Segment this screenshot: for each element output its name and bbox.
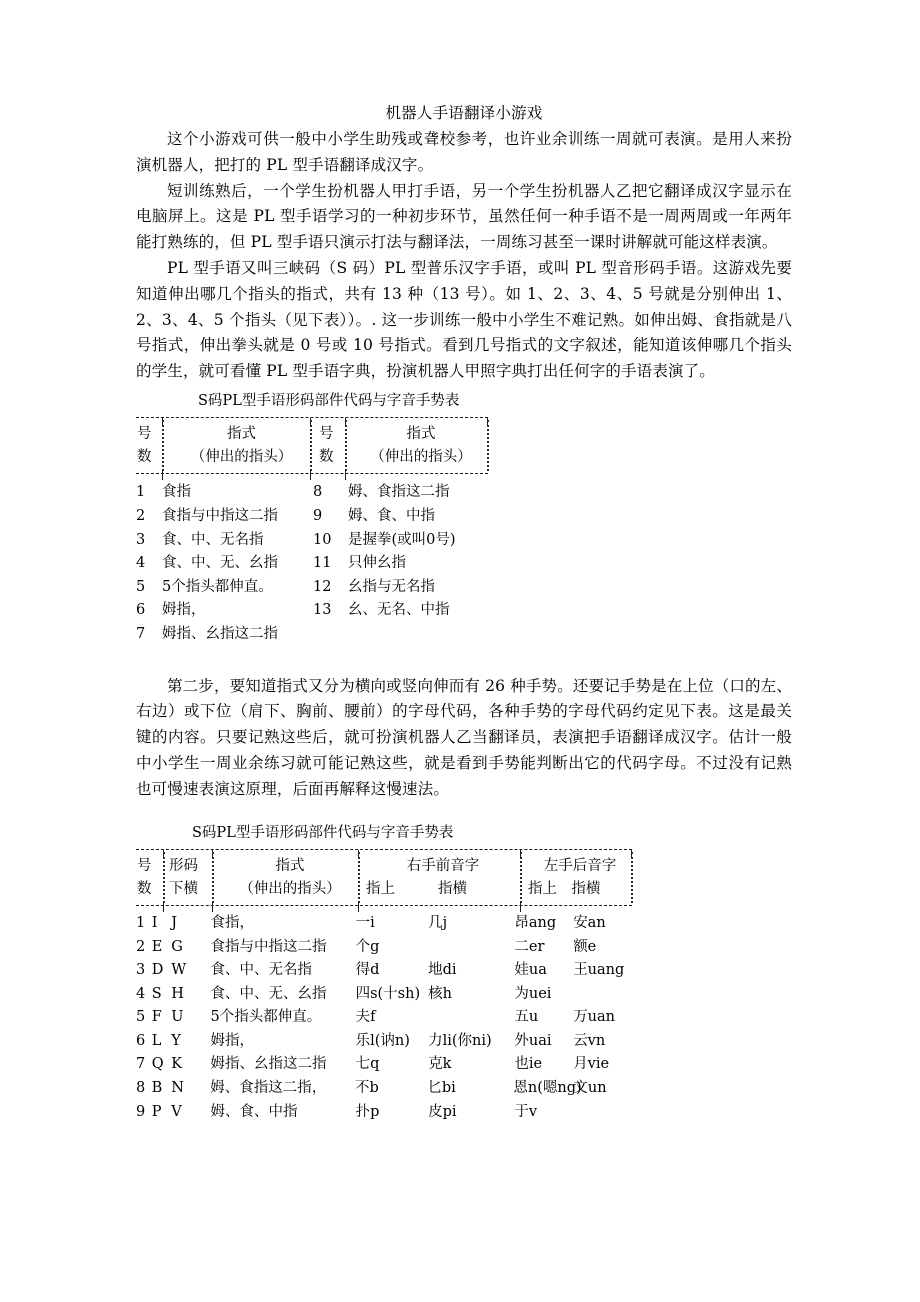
cell-desc-2: 只伸幺指 [348, 555, 406, 572]
cell-form-2: W [171, 962, 187, 979]
table-2-header-line-1 [136, 855, 632, 878]
header-left-sub [520, 878, 632, 901]
header-left-sub-1: 指上 [528, 880, 557, 897]
cell-desc-2: 幺、无名、中指 [348, 602, 450, 619]
cell-left-1: 为uei [514, 985, 552, 1002]
table-1-header [136, 418, 488, 473]
header-shi-sub: （伸出的指头） [190, 449, 293, 466]
cell-num: 6 [136, 1032, 146, 1049]
cell-form-1: F [151, 1009, 162, 1026]
cell-right-2: 皮pi [428, 1103, 457, 1120]
table-row [136, 1101, 632, 1125]
cell-num-2: 12 [313, 578, 332, 595]
cell-num-2: 9 [313, 507, 323, 524]
table-row [136, 599, 488, 623]
header-left-hand: 左手后音字 [543, 857, 617, 874]
table-row [136, 505, 488, 529]
paragraph-1: 这个小游戏可供一般中小学生助残或聋校参考，也许业余训练一周就可表演。是用人来扮演机器人，把打的 PL 型手语翻译成汉字。 [136, 130, 792, 174]
cell-right-1: 七q [355, 1056, 380, 1073]
paragraph-2: 短训练熟后，一个学生扮机器人甲打手语，另一个学生扮机器人乙把它翻译成汉字显示在电脑屏上。这是 PL 型手语学习的一种初步环节，虽然任何一种手语不是一周两周或一年两年能打熟练的，但 PL 型手语只演示打法与翻译法，一周练习甚至一课时讲解就可能这样表演。 [136, 181, 792, 252]
cell-shi: 姆指， [210, 1032, 254, 1049]
cell-form-1: B [151, 1080, 163, 1097]
cell-num: 1 [136, 484, 146, 501]
cell-desc-2: 姆、食、中指 [348, 507, 435, 524]
cell-right-2 [428, 1006, 514, 1030]
table-1-block [136, 389, 792, 647]
header-form: 形码 [169, 857, 198, 874]
cell-right-1: 四s(十sh) [355, 985, 421, 1002]
cell-left-1: 外uai [514, 1032, 552, 1049]
header-left-sub-2: 指横 [571, 880, 601, 897]
cell-right-1: 扑p [355, 1103, 380, 1120]
table-2 [136, 849, 632, 1125]
table-row [136, 912, 632, 936]
column-separator [310, 420, 312, 471]
cell-num: 6 [136, 602, 146, 619]
cell-form-2: K [171, 1056, 183, 1073]
cell-form-2: N [171, 1080, 184, 1097]
cell-right-2 [428, 936, 514, 960]
table-1-header-line-2 [136, 446, 488, 469]
header-right-sub-2: 指横 [438, 880, 467, 897]
cell-left-1: 恩n(嗯ng) [513, 1080, 582, 1097]
header-left-sub-row [528, 878, 632, 901]
cell-desc: 姆指、幺指这二指 [162, 625, 278, 642]
cell-num: 4 [136, 985, 146, 1002]
column-separator [487, 420, 489, 471]
cell-num: 1 [136, 914, 146, 931]
header-shi-2: 指式 [406, 425, 436, 442]
cell-shi: 姆指、幺指这二指 [210, 1056, 327, 1073]
cell-num: 3 [136, 962, 146, 979]
cell-right-1: 不b [354, 1080, 379, 1097]
cell-num: 5 [136, 578, 146, 595]
cell-num: 2 [136, 938, 146, 955]
header-num: 号 [137, 857, 152, 874]
column-separator [520, 852, 522, 903]
cell-form-1: S [151, 985, 162, 1002]
cell-desc-2: 是握拳(或叫0号) [348, 531, 456, 548]
cell-left-2: 王uang [573, 962, 625, 979]
rule-tick [345, 469, 346, 480]
table-1-header-line-1 [136, 423, 488, 446]
cell-left-2 [573, 1101, 632, 1125]
cell-num: 2 [136, 507, 146, 524]
cell-right-2: 地di [428, 962, 457, 979]
column-separator [212, 852, 214, 903]
cell-form-2: H [171, 985, 184, 1002]
cell-desc: 食、中、无名指 [162, 531, 264, 548]
cell-num-2: 11 [313, 555, 332, 572]
header-num-2: 号 [319, 425, 334, 442]
cell-num: 7 [136, 1056, 146, 1073]
table-row [136, 1006, 632, 1030]
cell-right-2: 力li(你ni) [428, 1032, 492, 1049]
table-row [136, 983, 632, 1007]
cell-shi: 5个指头都伸直。 [210, 1009, 322, 1026]
table-1-mid-rule [136, 473, 488, 474]
header-right-sub [358, 878, 520, 901]
cell-right-2: 匕bi [427, 1080, 456, 1097]
header-right-hand: 右手前音字 [406, 857, 480, 874]
cell-shi: 食、中、无、幺指 [210, 985, 327, 1002]
cell-num: 3 [136, 531, 146, 548]
cell-form-2: G [171, 938, 183, 955]
column-separator [345, 420, 347, 471]
table-2-header-line-2 [136, 878, 632, 901]
cell-shi: 姆、食指这二指， [210, 1080, 327, 1097]
cell-right-2: 克k [428, 1056, 452, 1073]
cell-form-2: U [171, 1009, 184, 1026]
cell-right-2: 几j [428, 914, 448, 931]
cell-left-2: 万uan [573, 1009, 616, 1026]
rule-tick [310, 469, 311, 480]
cell-form-1: L [151, 1032, 162, 1049]
header-shi-sub: （伸出的指头） [239, 880, 341, 897]
table-row [136, 529, 488, 553]
header-num: 号 [137, 425, 152, 442]
cell-form-2: J [171, 914, 178, 931]
header-right-sub-row [366, 878, 520, 901]
cell-left-1: 于v [514, 1103, 538, 1120]
cell-shi: 姆、食、中指 [210, 1103, 298, 1120]
rule-tick [212, 901, 213, 912]
cell-left-1: 也ie [514, 1056, 543, 1073]
table-row [136, 481, 488, 505]
cell-form-1: Q [151, 1056, 164, 1073]
cell-shi: 食、中、无名指 [210, 962, 312, 979]
cell-num: 8 [136, 1080, 146, 1097]
cell-left-1: 娃ua [514, 962, 547, 979]
cell-right-2: 核h [428, 985, 452, 1002]
header-num-sub: 数 [137, 880, 152, 897]
document-body [136, 100, 792, 1124]
cell-left-2: 安an [573, 914, 606, 931]
cell-num-2: 8 [313, 484, 323, 501]
table-2-block [136, 821, 792, 1125]
cell-form-1: E [151, 938, 163, 955]
table-row [136, 959, 632, 983]
column-separator [162, 420, 164, 471]
cell-desc: 食指 [162, 484, 191, 501]
cell-num-2 [313, 623, 348, 647]
paragraph-4: 第二步，要知道指式又分为横向或竖向伸而有 26 种手势。还要记手势是在上位（口的左、右边）或下位（肩下、胸前、腰前）的字母代码，各种手势的字母代码约定见下表。这是最关键的内容。只要记熟这些后，就可扮演机器人乙当翻译员，表演把手语翻译成汉字。估计一般中小学生一周业余练习就可能记熟这些，就是看到手势能判断出它的代码字母。不过没有记熟也可慢速表演这原理，后面再解释这慢速法。 [136, 676, 792, 798]
table-row [136, 1053, 632, 1077]
cell-num-2: 13 [313, 602, 332, 619]
paragraph-3: PL 型手语又叫三峡码（S 码）PL 型普乐汉字手语，或叫 PL 型音形码手语。这游戏先要知道伸出哪几个指头的指式，共有 13 种（13 号）。如 1、2、3、4、5 号就是分别伸出 1、2、3、4、5 个指头（见下表））。. 这一步训练一般中小学生不难记熟。如伸出姆、食指就是八号指式，伸出拳头就是 0 号或 10 号指式。看到几号指式的文字叙述，能知道该伸哪几个指头的学生，就可看懂 PL 型手语字典，扮演机器人甲照字典打出任何字的手语表演了。 [136, 258, 792, 381]
cell-num: 7 [136, 625, 146, 642]
cell-desc-2: 姆、食指这二指 [348, 484, 450, 501]
table-row [136, 623, 488, 647]
table-row [136, 936, 632, 960]
cell-shi: 食指， [210, 914, 254, 931]
cell-left-1: 五u [514, 1009, 539, 1026]
rule-tick [358, 901, 359, 912]
table-1 [136, 417, 488, 647]
cell-left-2: 额e [573, 938, 597, 955]
cell-num: 5 [136, 1009, 146, 1026]
table-row [136, 1030, 632, 1054]
header-num-2-sub: 数 [319, 449, 334, 466]
cell-num: 9 [136, 1103, 146, 1120]
cell-num-2: 10 [313, 531, 332, 548]
cell-right-1: 一i [355, 914, 375, 931]
cell-desc-2: 幺指与无名指 [348, 578, 435, 595]
header-right-sub-1: 指上 [366, 880, 395, 897]
cell-form-1: D [151, 962, 164, 979]
header-shi: 指式 [227, 425, 256, 442]
table-1-caption: S码PL型手语形码部件代码与字音手势表 [198, 392, 460, 409]
column-separator [358, 852, 360, 903]
table-2-mid-rule [136, 905, 632, 906]
cell-left-2: 云vn [573, 1032, 606, 1049]
spacer [136, 803, 792, 817]
cell-left-2: 月vie [573, 1056, 610, 1073]
cell-left-1: 二er [514, 938, 545, 955]
header-form-sub: 下横 [169, 880, 198, 897]
table-row [136, 576, 488, 600]
table-row [136, 1077, 632, 1101]
rule-tick [163, 901, 164, 912]
cell-num: 4 [136, 555, 146, 572]
cell-right-1: 得d [355, 962, 380, 979]
cell-form-1: I [151, 914, 158, 931]
cell-desc: 5个指头都伸直。 [162, 578, 273, 595]
column-separator [631, 852, 633, 903]
rule-tick [520, 901, 521, 912]
column-separator [163, 852, 165, 903]
cell-shi: 食指与中指这二指 [210, 938, 327, 955]
cell-form-1: P [151, 1103, 162, 1120]
table-2-caption: S码PL型手语形码部件代码与字音手势表 [192, 824, 454, 841]
cell-form-2: Y [171, 1032, 181, 1049]
table-row [136, 552, 488, 576]
cell-right-1: 乐l(讷n) [355, 1032, 410, 1049]
table-1-rows [136, 474, 488, 646]
header-shi: 指式 [275, 857, 305, 874]
header-num-sub: 数 [137, 449, 152, 466]
cell-form-2: V [171, 1103, 182, 1120]
cell-desc-2 [348, 623, 488, 647]
cell-left-2 [573, 983, 632, 1007]
rule-tick [162, 469, 163, 480]
table-2-header [136, 850, 632, 905]
cell-right-1: 个g [355, 938, 380, 955]
cell-desc: 食指与中指这二指 [162, 507, 278, 524]
header-shi-2-sub: （伸出的指头） [370, 449, 472, 466]
cell-desc: 食、中、无、幺指 [162, 555, 278, 572]
cell-desc: 姆指， [162, 602, 206, 619]
cell-left-2: 文un [573, 1080, 607, 1097]
page-title: 机器人手语翻译小游戏 [385, 104, 543, 122]
cell-left-1: 昂ang [514, 914, 557, 931]
cell-right-1: 夫f [355, 1009, 376, 1026]
spacer [136, 647, 792, 674]
table-2-rows [136, 906, 632, 1124]
